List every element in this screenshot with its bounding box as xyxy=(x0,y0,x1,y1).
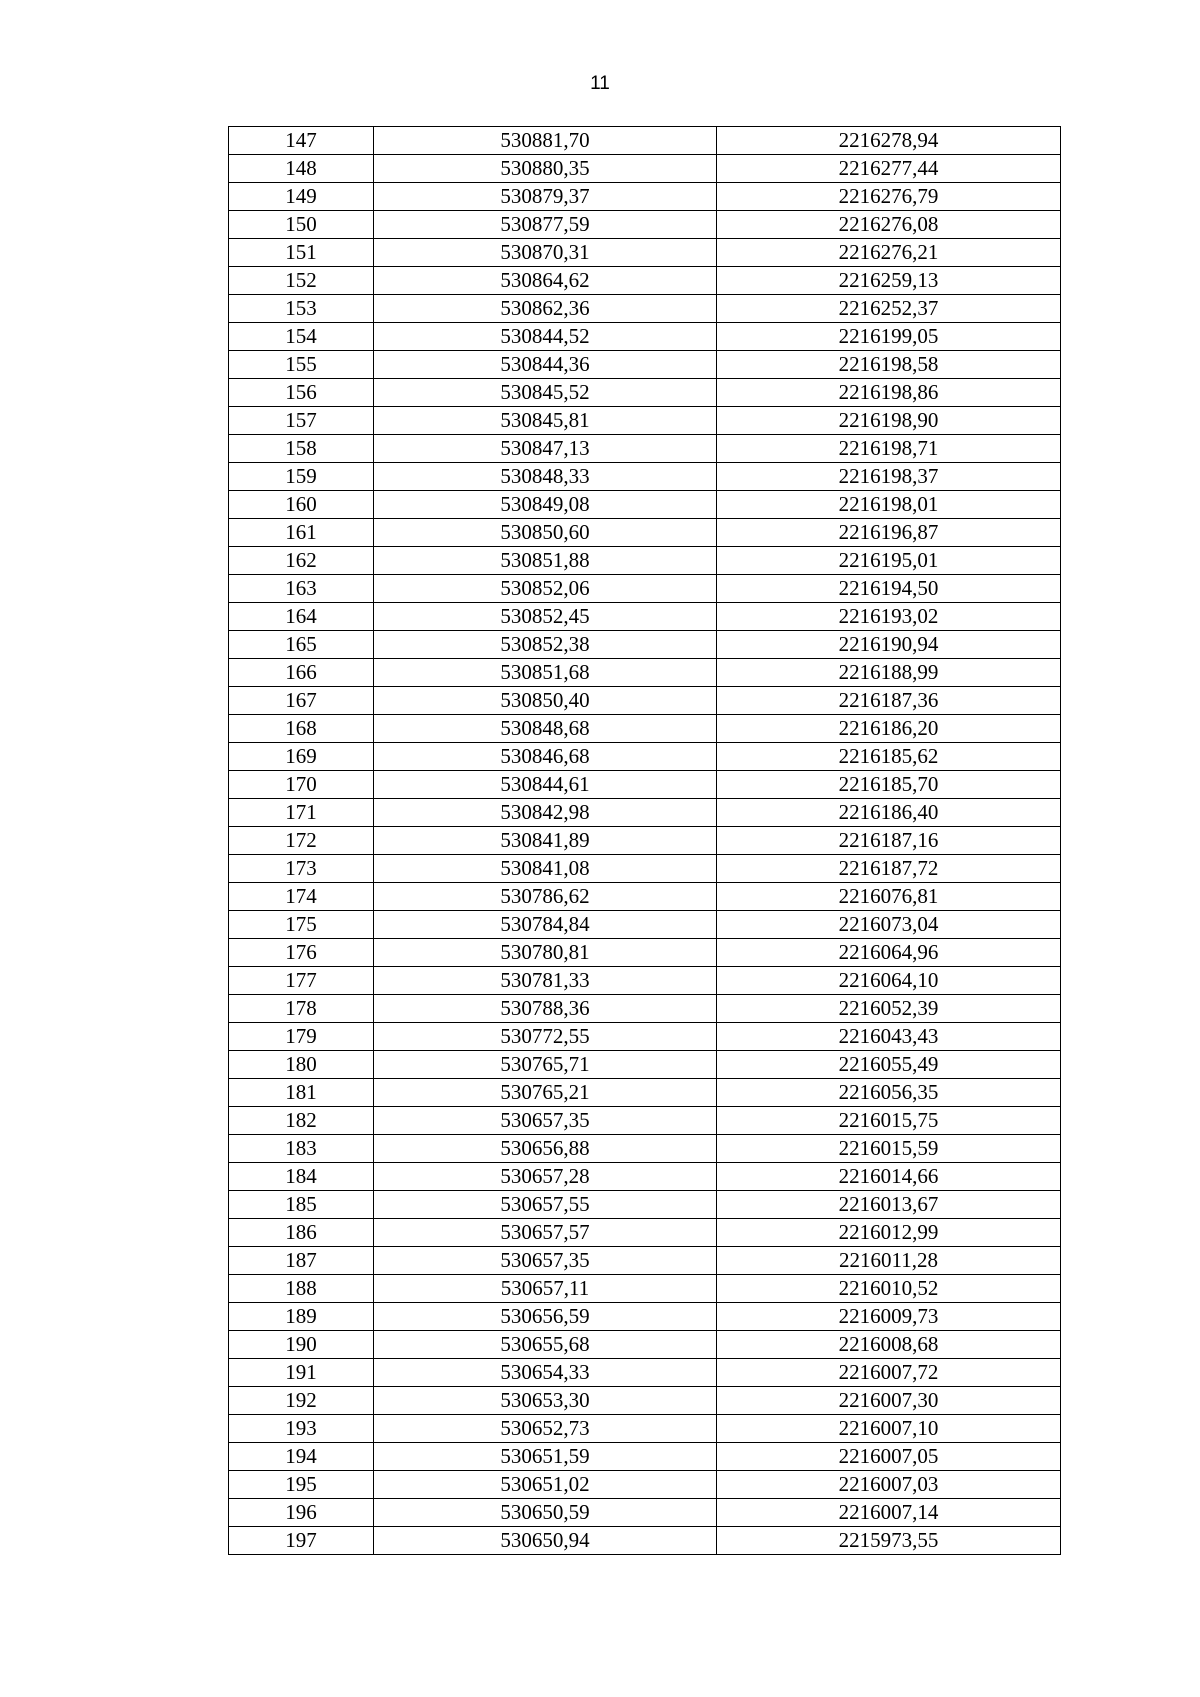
y-coordinate-cell: 2216190,94 xyxy=(717,631,1061,659)
table-row xyxy=(229,1499,1061,1527)
y-coordinate-cell: 2216194,50 xyxy=(717,575,1061,603)
table-row xyxy=(229,239,1061,267)
point-number-cell: 163 xyxy=(229,575,374,603)
y-coordinate-cell: 2216276,79 xyxy=(717,183,1061,211)
y-coordinate-cell: 2216064,10 xyxy=(717,967,1061,995)
point-number-cell: 192 xyxy=(229,1387,374,1415)
y-coordinate-cell: 2216276,21 xyxy=(717,239,1061,267)
y-coordinate-cell: 2216007,05 xyxy=(717,1443,1061,1471)
x-coordinate-cell: 530788,36 xyxy=(374,995,717,1023)
point-number-cell: 159 xyxy=(229,463,374,491)
y-coordinate-cell: 2216198,58 xyxy=(717,351,1061,379)
y-coordinate-cell: 2216278,94 xyxy=(717,127,1061,155)
table-row xyxy=(229,267,1061,295)
table-row xyxy=(229,407,1061,435)
point-number-cell: 179 xyxy=(229,1023,374,1051)
point-number-cell: 183 xyxy=(229,1135,374,1163)
table-row xyxy=(229,1443,1061,1471)
x-coordinate-cell: 530657,35 xyxy=(374,1107,717,1135)
y-coordinate-cell: 2216185,70 xyxy=(717,771,1061,799)
table-row xyxy=(229,155,1061,183)
x-coordinate-cell: 530877,59 xyxy=(374,211,717,239)
y-coordinate-cell: 2216195,01 xyxy=(717,547,1061,575)
x-coordinate-cell: 530844,52 xyxy=(374,323,717,351)
point-number-cell: 194 xyxy=(229,1443,374,1471)
table-row xyxy=(229,1219,1061,1247)
x-coordinate-cell: 530657,28 xyxy=(374,1163,717,1191)
y-coordinate-cell: 2216010,52 xyxy=(717,1275,1061,1303)
x-coordinate-cell: 530850,40 xyxy=(374,687,717,715)
y-coordinate-cell: 2216043,43 xyxy=(717,1023,1061,1051)
y-coordinate-cell: 2216056,35 xyxy=(717,1079,1061,1107)
table-row xyxy=(229,575,1061,603)
x-coordinate-cell: 530862,36 xyxy=(374,295,717,323)
y-coordinate-cell: 2216187,72 xyxy=(717,855,1061,883)
point-number-cell: 154 xyxy=(229,323,374,351)
point-number-cell: 166 xyxy=(229,659,374,687)
y-coordinate-cell: 2216187,36 xyxy=(717,687,1061,715)
table-row xyxy=(229,911,1061,939)
x-coordinate-cell: 530849,08 xyxy=(374,491,717,519)
y-coordinate-cell: 2216055,49 xyxy=(717,1051,1061,1079)
table-row xyxy=(229,883,1061,911)
x-coordinate-cell: 530870,31 xyxy=(374,239,717,267)
x-coordinate-cell: 530654,33 xyxy=(374,1359,717,1387)
x-coordinate-cell: 530656,59 xyxy=(374,1303,717,1331)
x-coordinate-cell: 530880,35 xyxy=(374,155,717,183)
y-coordinate-cell: 2216252,37 xyxy=(717,295,1061,323)
point-number-cell: 171 xyxy=(229,799,374,827)
y-coordinate-cell: 2216052,39 xyxy=(717,995,1061,1023)
y-coordinate-cell: 2216013,67 xyxy=(717,1191,1061,1219)
x-coordinate-cell: 530845,52 xyxy=(374,379,717,407)
y-coordinate-cell: 2216007,10 xyxy=(717,1415,1061,1443)
table-row xyxy=(229,1191,1061,1219)
point-number-cell: 191 xyxy=(229,1359,374,1387)
point-number-cell: 148 xyxy=(229,155,374,183)
point-number-cell: 195 xyxy=(229,1471,374,1499)
table-row xyxy=(229,1387,1061,1415)
table-row xyxy=(229,603,1061,631)
x-coordinate-cell: 530851,88 xyxy=(374,547,717,575)
point-number-cell: 173 xyxy=(229,855,374,883)
point-number-cell: 182 xyxy=(229,1107,374,1135)
y-coordinate-cell: 2216198,71 xyxy=(717,435,1061,463)
x-coordinate-cell: 530852,38 xyxy=(374,631,717,659)
x-coordinate-cell: 530784,84 xyxy=(374,911,717,939)
table-row xyxy=(229,379,1061,407)
x-coordinate-cell: 530653,30 xyxy=(374,1387,717,1415)
y-coordinate-cell: 2216011,28 xyxy=(717,1247,1061,1275)
table-row xyxy=(229,491,1061,519)
point-number-cell: 197 xyxy=(229,1527,374,1555)
coordinates-table xyxy=(228,126,1061,1555)
x-coordinate-cell: 530879,37 xyxy=(374,183,717,211)
point-number-cell: 175 xyxy=(229,911,374,939)
y-coordinate-cell: 2216008,68 xyxy=(717,1331,1061,1359)
table-row xyxy=(229,967,1061,995)
table-row xyxy=(229,1135,1061,1163)
table-row xyxy=(229,939,1061,967)
table-row xyxy=(229,1275,1061,1303)
table-row xyxy=(229,1527,1061,1555)
point-number-cell: 184 xyxy=(229,1163,374,1191)
y-coordinate-cell: 2216198,01 xyxy=(717,491,1061,519)
x-coordinate-cell: 530842,98 xyxy=(374,799,717,827)
x-coordinate-cell: 530846,68 xyxy=(374,743,717,771)
x-coordinate-cell: 530657,57 xyxy=(374,1219,717,1247)
point-number-cell: 153 xyxy=(229,295,374,323)
point-number-cell: 189 xyxy=(229,1303,374,1331)
table-row xyxy=(229,771,1061,799)
point-number-cell: 174 xyxy=(229,883,374,911)
y-coordinate-cell: 2216186,40 xyxy=(717,799,1061,827)
point-number-cell: 190 xyxy=(229,1331,374,1359)
point-number-cell: 187 xyxy=(229,1247,374,1275)
x-coordinate-cell: 530781,33 xyxy=(374,967,717,995)
x-coordinate-cell: 530841,08 xyxy=(374,855,717,883)
table-row xyxy=(229,351,1061,379)
point-number-cell: 161 xyxy=(229,519,374,547)
point-number-cell: 196 xyxy=(229,1499,374,1527)
table-row xyxy=(229,519,1061,547)
x-coordinate-cell: 530851,68 xyxy=(374,659,717,687)
x-coordinate-cell: 530864,62 xyxy=(374,267,717,295)
point-number-cell: 155 xyxy=(229,351,374,379)
y-coordinate-cell: 2216186,20 xyxy=(717,715,1061,743)
table-row xyxy=(229,715,1061,743)
point-number-cell: 169 xyxy=(229,743,374,771)
table-row xyxy=(229,211,1061,239)
point-number-cell: 156 xyxy=(229,379,374,407)
table-row xyxy=(229,1079,1061,1107)
x-coordinate-cell: 530841,89 xyxy=(374,827,717,855)
y-coordinate-cell: 2216007,72 xyxy=(717,1359,1061,1387)
table-row xyxy=(229,1331,1061,1359)
y-coordinate-cell: 2216009,73 xyxy=(717,1303,1061,1331)
y-coordinate-cell: 2216259,13 xyxy=(717,267,1061,295)
x-coordinate-cell: 530657,55 xyxy=(374,1191,717,1219)
y-coordinate-cell: 2216185,62 xyxy=(717,743,1061,771)
point-number-cell: 150 xyxy=(229,211,374,239)
y-coordinate-cell: 2216198,86 xyxy=(717,379,1061,407)
point-number-cell: 151 xyxy=(229,239,374,267)
y-coordinate-cell: 2216007,14 xyxy=(717,1499,1061,1527)
point-number-cell: 170 xyxy=(229,771,374,799)
x-coordinate-cell: 530650,94 xyxy=(374,1527,717,1555)
table-row xyxy=(229,183,1061,211)
table-row xyxy=(229,1471,1061,1499)
point-number-cell: 165 xyxy=(229,631,374,659)
point-number-cell: 147 xyxy=(229,127,374,155)
table-row xyxy=(229,435,1061,463)
point-number-cell: 186 xyxy=(229,1219,374,1247)
x-coordinate-cell: 530844,61 xyxy=(374,771,717,799)
table-row xyxy=(229,799,1061,827)
point-number-cell: 177 xyxy=(229,967,374,995)
x-coordinate-cell: 530765,71 xyxy=(374,1051,717,1079)
x-coordinate-cell: 530652,73 xyxy=(374,1415,717,1443)
table-row xyxy=(229,323,1061,351)
point-number-cell: 167 xyxy=(229,687,374,715)
table-row xyxy=(229,1415,1061,1443)
x-coordinate-cell: 530765,21 xyxy=(374,1079,717,1107)
point-number-cell: 178 xyxy=(229,995,374,1023)
x-coordinate-cell: 530845,81 xyxy=(374,407,717,435)
table-row xyxy=(229,631,1061,659)
table-row xyxy=(229,1163,1061,1191)
table-row xyxy=(229,547,1061,575)
point-number-cell: 157 xyxy=(229,407,374,435)
y-coordinate-cell: 2216007,03 xyxy=(717,1471,1061,1499)
x-coordinate-cell: 530657,35 xyxy=(374,1247,717,1275)
y-coordinate-cell: 2216014,66 xyxy=(717,1163,1061,1191)
point-number-cell: 164 xyxy=(229,603,374,631)
x-coordinate-cell: 530656,88 xyxy=(374,1135,717,1163)
table-row xyxy=(229,1359,1061,1387)
point-number-cell: 172 xyxy=(229,827,374,855)
table-row xyxy=(229,743,1061,771)
x-coordinate-cell: 530772,55 xyxy=(374,1023,717,1051)
y-coordinate-cell: 2216076,81 xyxy=(717,883,1061,911)
point-number-cell: 168 xyxy=(229,715,374,743)
x-coordinate-cell: 530650,59 xyxy=(374,1499,717,1527)
point-number-cell: 176 xyxy=(229,939,374,967)
x-coordinate-cell: 530651,59 xyxy=(374,1443,717,1471)
page-number: 11 xyxy=(590,73,610,94)
x-coordinate-cell: 530848,68 xyxy=(374,715,717,743)
table-row xyxy=(229,995,1061,1023)
x-coordinate-cell: 530780,81 xyxy=(374,939,717,967)
y-coordinate-cell: 2216015,75 xyxy=(717,1107,1061,1135)
y-coordinate-cell: 2215973,55 xyxy=(717,1527,1061,1555)
y-coordinate-cell: 2216007,30 xyxy=(717,1387,1061,1415)
table-row xyxy=(229,1023,1061,1051)
point-number-cell: 181 xyxy=(229,1079,374,1107)
point-number-cell: 185 xyxy=(229,1191,374,1219)
point-number-cell: 162 xyxy=(229,547,374,575)
y-coordinate-cell: 2216015,59 xyxy=(717,1135,1061,1163)
x-coordinate-cell: 530848,33 xyxy=(374,463,717,491)
y-coordinate-cell: 2216198,90 xyxy=(717,407,1061,435)
x-coordinate-cell: 530881,70 xyxy=(374,127,717,155)
point-number-cell: 180 xyxy=(229,1051,374,1079)
y-coordinate-cell: 2216277,44 xyxy=(717,155,1061,183)
x-coordinate-cell: 530852,45 xyxy=(374,603,717,631)
table-row xyxy=(229,127,1061,155)
y-coordinate-cell: 2216187,16 xyxy=(717,827,1061,855)
table-row xyxy=(229,827,1061,855)
table-row xyxy=(229,1303,1061,1331)
table-row xyxy=(229,463,1061,491)
x-coordinate-cell: 530651,02 xyxy=(374,1471,717,1499)
table-row xyxy=(229,855,1061,883)
y-coordinate-cell: 2216193,02 xyxy=(717,603,1061,631)
point-number-cell: 149 xyxy=(229,183,374,211)
coordinates-table-body xyxy=(229,127,1061,1555)
point-number-cell: 158 xyxy=(229,435,374,463)
x-coordinate-cell: 530850,60 xyxy=(374,519,717,547)
point-number-cell: 160 xyxy=(229,491,374,519)
table-row xyxy=(229,295,1061,323)
x-coordinate-cell: 530844,36 xyxy=(374,351,717,379)
y-coordinate-cell: 2216073,04 xyxy=(717,911,1061,939)
x-coordinate-cell: 530847,13 xyxy=(374,435,717,463)
x-coordinate-cell: 530852,06 xyxy=(374,575,717,603)
y-coordinate-cell: 2216064,96 xyxy=(717,939,1061,967)
table-row xyxy=(229,687,1061,715)
table-row xyxy=(229,659,1061,687)
y-coordinate-cell: 2216188,99 xyxy=(717,659,1061,687)
table-row xyxy=(229,1247,1061,1275)
y-coordinate-cell: 2216012,99 xyxy=(717,1219,1061,1247)
x-coordinate-cell: 530657,11 xyxy=(374,1275,717,1303)
x-coordinate-cell: 530786,62 xyxy=(374,883,717,911)
y-coordinate-cell: 2216198,37 xyxy=(717,463,1061,491)
y-coordinate-cell: 2216196,87 xyxy=(717,519,1061,547)
point-number-cell: 193 xyxy=(229,1415,374,1443)
point-number-cell: 188 xyxy=(229,1275,374,1303)
y-coordinate-cell: 2216276,08 xyxy=(717,211,1061,239)
table-row xyxy=(229,1107,1061,1135)
y-coordinate-cell: 2216199,05 xyxy=(717,323,1061,351)
x-coordinate-cell: 530655,68 xyxy=(374,1331,717,1359)
point-number-cell: 152 xyxy=(229,267,374,295)
table-row xyxy=(229,1051,1061,1079)
